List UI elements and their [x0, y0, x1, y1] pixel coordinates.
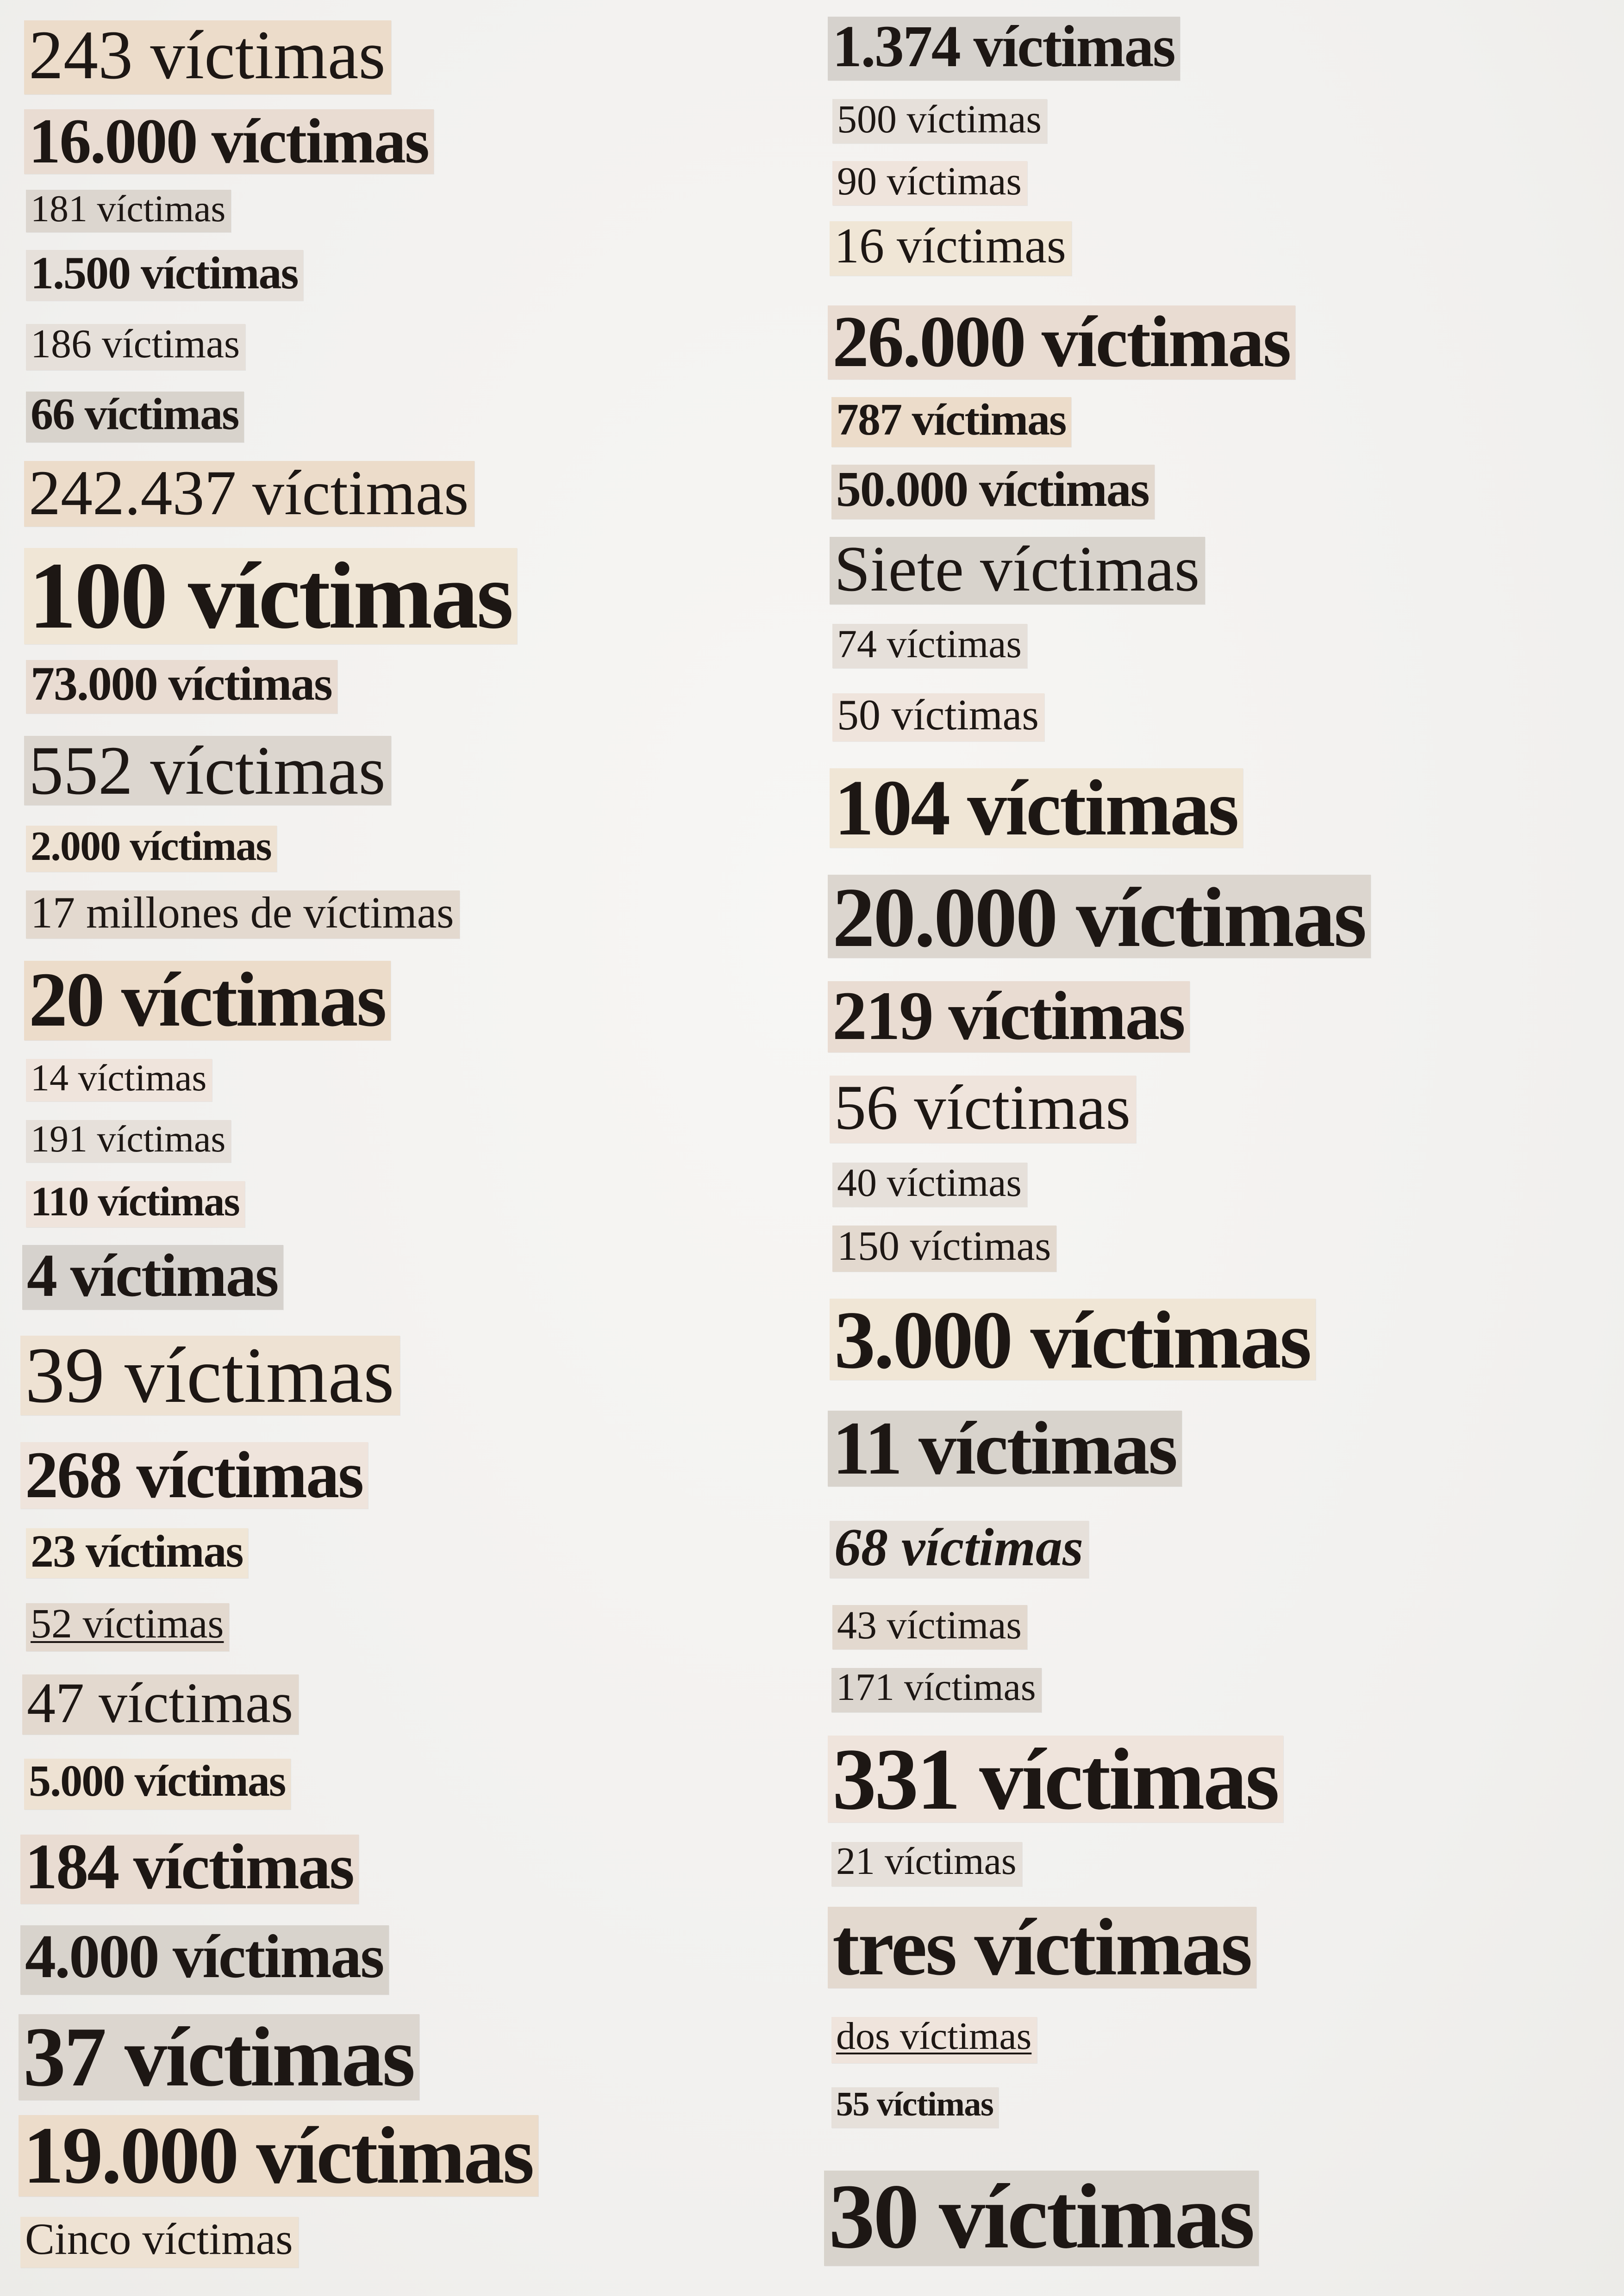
- clipping: 16 víctimas: [830, 221, 1072, 276]
- left-column: [0, 0, 787, 2296]
- clipping: 56 víctimas: [830, 1076, 1136, 1143]
- clipping: 14 víctimas: [26, 1059, 212, 1101]
- clipping: 47 víctimas: [22, 1674, 299, 1735]
- clipping: 500 víctimas: [832, 99, 1047, 143]
- clipping: 39 víctimas: [20, 1336, 400, 1415]
- clipping: 20 víctimas: [24, 961, 391, 1040]
- clipping: 171 víctimas: [831, 1668, 1042, 1712]
- clipping: 20.000 víctimas: [828, 875, 1371, 958]
- clipping: 100 víctimas: [24, 548, 517, 644]
- clipping: 4 víctimas: [22, 1245, 283, 1310]
- clipping: 2.000 víctimas: [26, 826, 277, 872]
- clipping: 1.374 víctimas: [828, 17, 1180, 81]
- clipping: 5.000 víctimas: [24, 1759, 291, 1810]
- clipping: 331 víctimas: [828, 1736, 1283, 1823]
- clipping: 1.500 víctimas: [26, 250, 303, 301]
- clipping: 26.000 víctimas: [828, 305, 1295, 380]
- clipping: 16.000 víctimas: [24, 109, 434, 174]
- clipping: 104 víctimas: [830, 768, 1243, 848]
- clipping: 186 víctimas: [26, 324, 245, 370]
- clipping: 52 víctimas: [26, 1603, 229, 1651]
- clipping: 19.000 víctimas: [19, 2115, 538, 2196]
- clipping: 268 víctimas: [20, 1442, 368, 1509]
- clipping: 74 víctimas: [832, 624, 1027, 668]
- right-column: [806, 0, 1611, 2296]
- clipping: 73.000 víctimas: [26, 660, 337, 714]
- clipping: 55 víctimas: [831, 2087, 999, 2128]
- clipping: 68 víctimas: [830, 1521, 1089, 1578]
- clipping: Cinco víctimas: [20, 2217, 299, 2268]
- clipping: 243 víctimas: [24, 20, 391, 94]
- clipping: 50.000 víctimas: [831, 465, 1155, 519]
- clipping: 37 víctimas: [19, 2014, 419, 2100]
- clipping: 23 víctimas: [26, 1528, 248, 1578]
- clipping: 90 víctimas: [832, 161, 1027, 205]
- clipping: 219 víctimas: [828, 981, 1190, 1052]
- clipping: 43 víctimas: [832, 1605, 1027, 1649]
- clipping: 30 víctimas: [824, 2171, 1259, 2266]
- clipping: 184 víctimas: [20, 1835, 359, 1904]
- clipping: 191 víctimas: [26, 1120, 231, 1163]
- clipping: tres víctimas: [828, 1907, 1256, 1988]
- clipping: 110 víctimas: [26, 1181, 245, 1227]
- clipping: 17 millones de víctimas: [26, 890, 460, 939]
- clipping: 40 víctimas: [832, 1163, 1027, 1207]
- clipping: 3.000 víctimas: [830, 1299, 1316, 1380]
- clipping: Siete víctimas: [830, 537, 1205, 604]
- clipping: 50 víctimas: [832, 693, 1044, 741]
- clipping: 66 víctimas: [26, 392, 244, 442]
- clipping: 552 víctimas: [24, 736, 391, 805]
- clipping: dos víctimas: [831, 2017, 1037, 2063]
- clipping: 11 víctimas: [828, 1411, 1182, 1487]
- clipping: 242.437 víctimas: [24, 461, 475, 527]
- clipping: 21 víctimas: [831, 1842, 1022, 1886]
- clipping: 150 víctimas: [832, 1226, 1056, 1272]
- clipping: 787 víctimas: [831, 397, 1071, 447]
- clipping: 4.000 víctimas: [20, 1925, 389, 1995]
- clipping: 181 víctimas: [26, 190, 231, 232]
